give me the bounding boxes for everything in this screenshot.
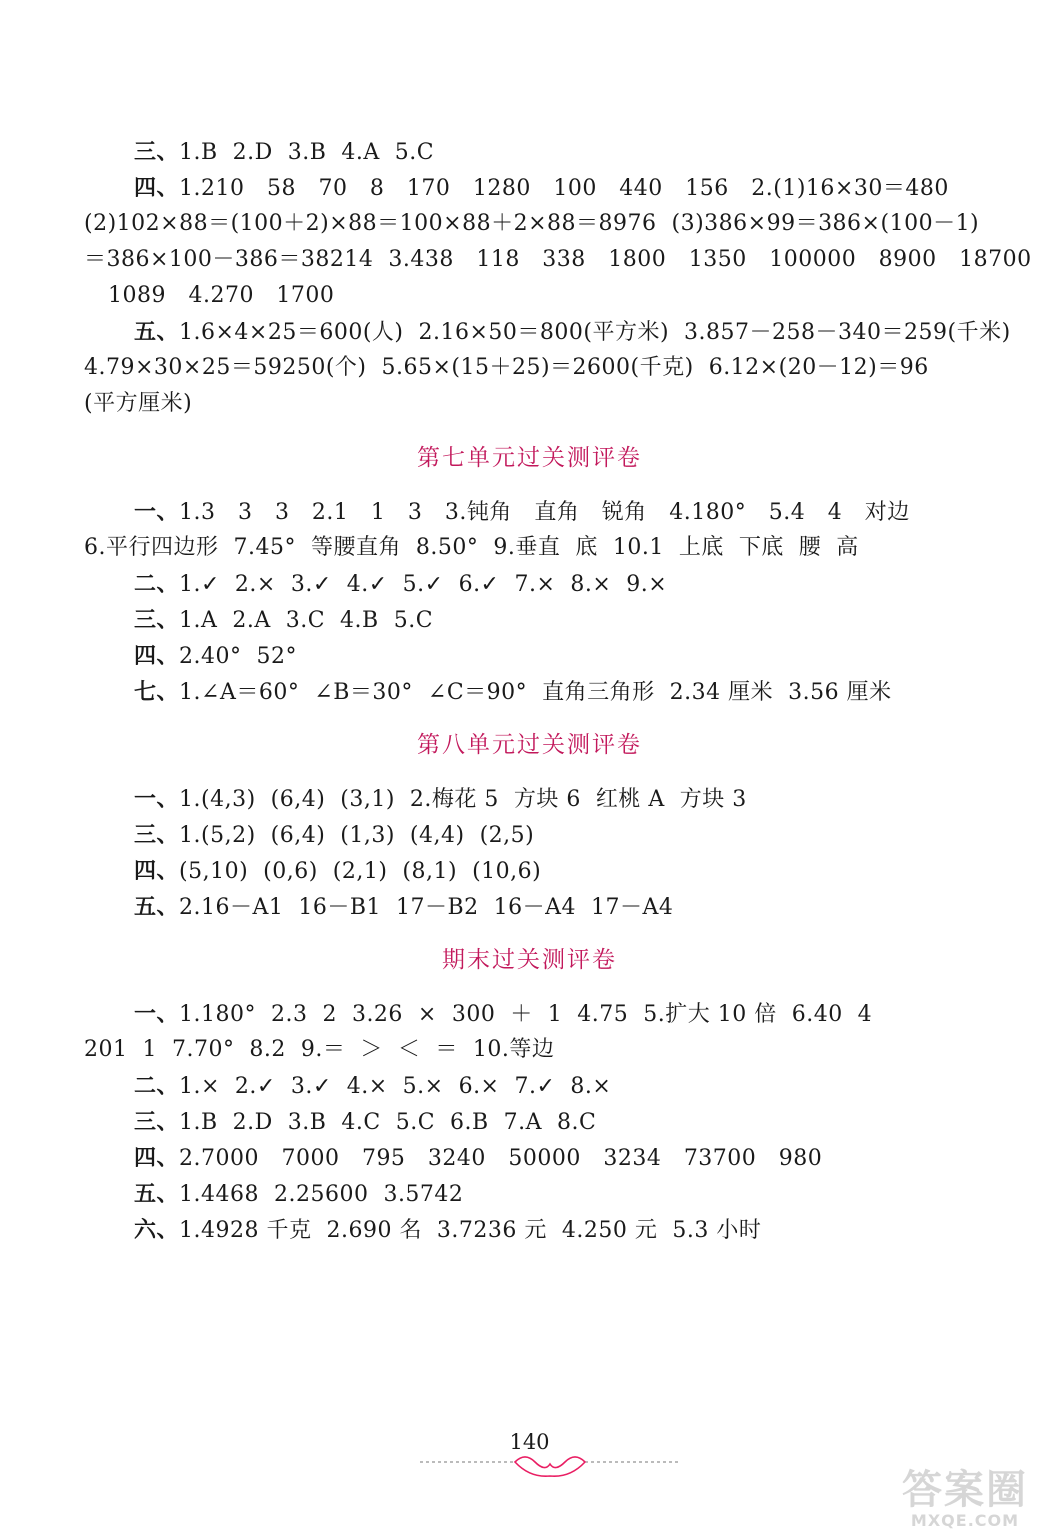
answer-line: 一、1.180° 2.3 2 3.26 × 300 ＋ 1 4.75 5.扩大 10 倍 6.40 4 — [134, 1001, 873, 1027]
answer-line: 四、2.40° 52° — [134, 643, 297, 669]
answer-line: 三、1.(5,2) (6,4) (1,3) (4,4) (2,5) — [134, 822, 535, 848]
answer-line: 五、2.16－A1 16－B1 17－B2 16－A4 17－A4 — [134, 894, 674, 920]
answer-line: 6.平行四边形 7.45° 等腰直角 8.50° 9.垂直 底 10.1 上底 下底 腰 高 — [84, 535, 859, 560]
answer-line: 六、1.4928 千克 2.690 名 3.7236 元 4.250 元 5.3 小时 — [134, 1217, 762, 1243]
answer-line: 四、1.210 58 70 8 170 1280 100 440 156 2.(1)16×30＝480 — [134, 175, 949, 201]
section-title-unit8: 第八单元过关测评卷 — [417, 732, 642, 758]
answer-line: (2)102×88＝(100＋2)×88＝100×88＋2×88＝8976 (3)386×99＝386×(100－1) — [84, 211, 980, 236]
answer-line: (平方厘米) — [84, 391, 193, 416]
answer-line: 二、1.✓ 2.× 3.✓ 4.✓ 5.✓ 6.✓ 7.× 8.× 9.× — [134, 571, 668, 597]
page-number: 140 — [509, 1430, 550, 1454]
answer-line: 五、1.4468 2.25600 3.5742 — [134, 1181, 464, 1207]
answer-line: 三、1.B 2.D 3.B 4.A 5.C — [134, 139, 435, 165]
answer-line: 1089 4.270 1700 — [108, 283, 335, 308]
answer-line: 四、(5,10) (0,6) (2,1) (8,1) (10,6) — [134, 858, 542, 884]
watermark-logo: 答案圈 MXQE.COM — [902, 1467, 1028, 1530]
answer-line: 一、1.3 3 3 2.1 1 3 3.钝角 直角 锐角 4.180° 5.4 4 对边 — [134, 499, 910, 525]
answer-line: 二、1.× 2.✓ 3.✓ 4.× 5.× 6.× 7.✓ 8.× — [134, 1073, 612, 1099]
answer-line: 201 1 7.70° 8.2 9.＝ ＞ ＜ ＝ 10.等边 — [84, 1037, 555, 1062]
footer-ornament — [420, 1452, 680, 1482]
answer-line: 七、1.∠A＝60° ∠B＝30° ∠C＝90° 直角三角形 2.34 厘米 3.56 厘米 — [134, 679, 892, 705]
answer-line: 三、1.A 2.A 3.C 4.B 5.C — [134, 607, 434, 633]
answer-line: 4.79×30×25＝59250(个) 5.65×(15＋25)＝2600(千克) 6.12×(20－12)＝96 — [84, 355, 929, 380]
answer-line: ＝386×100－386＝38214 3.438 118 338 1800 1350 100000 8900 18700 — [84, 247, 1032, 272]
section-title-unit7: 第七单元过关测评卷 — [417, 445, 642, 471]
section-title-final: 期末过关测评卷 — [442, 947, 617, 973]
answer-line: 一、1.(4,3) (6,4) (3,1) 2.梅花 5 方块 6 红桃 A 方块 3 — [134, 786, 747, 812]
answer-line: 三、1.B 2.D 3.B 4.C 5.C 6.B 7.A 8.C — [134, 1109, 597, 1135]
answer-line: 五、1.6×4×25＝600(人) 2.16×50＝800(平方米) 3.857－258－340＝259(千米) — [134, 319, 1011, 345]
answer-line: 四、2.7000 7000 795 3240 50000 3234 73700 980 — [134, 1145, 823, 1171]
